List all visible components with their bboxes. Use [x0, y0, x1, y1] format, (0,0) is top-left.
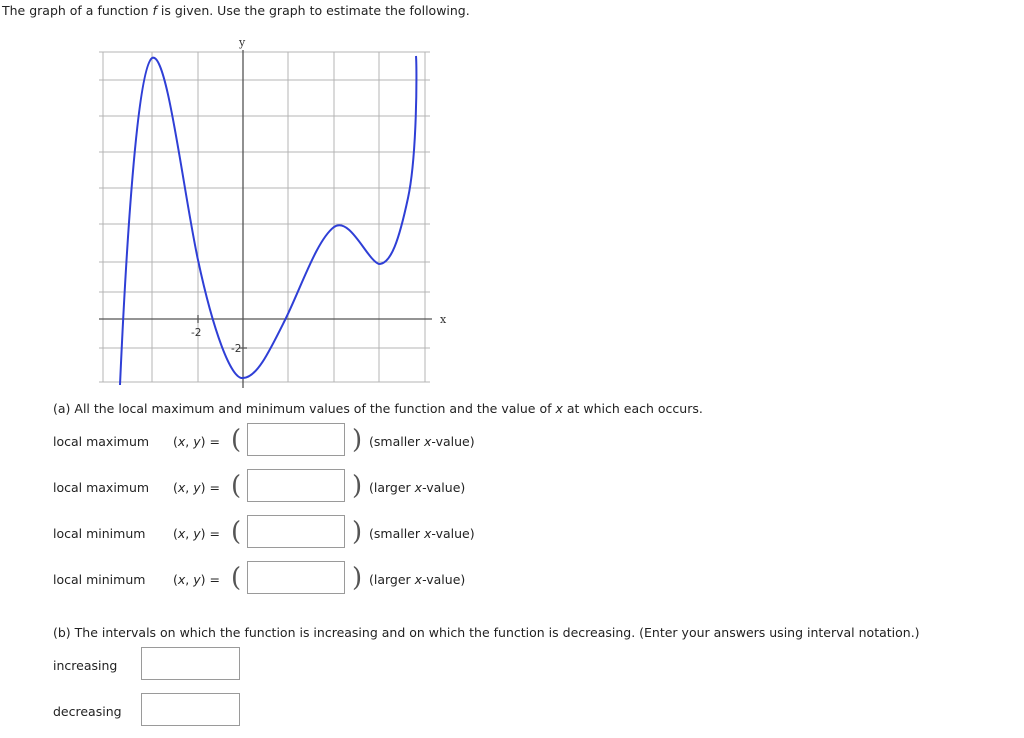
decreasing-label: decreasing: [53, 704, 122, 719]
close-paren: ): [352, 517, 363, 547]
graph-grid: [99, 52, 430, 382]
row-label-local-max-1: local maximum: [53, 434, 150, 449]
x-axis-label: x: [440, 313, 447, 326]
y-tick-label: -2: [231, 343, 242, 355]
row-hint: (larger x-value): [369, 480, 466, 495]
local-max-larger-input[interactable]: [247, 469, 345, 502]
close-paren: ): [352, 471, 363, 501]
row-hint: (smaller x-value): [369, 526, 475, 541]
row-label-local-min-1: local minimum: [53, 526, 146, 541]
local-min-smaller-input[interactable]: [247, 515, 345, 548]
local-max-smaller-input[interactable]: [247, 423, 345, 456]
open-paren: (: [231, 471, 242, 501]
problem-prompt: The graph of a function f is given. Use the graph to estimate the following.: [2, 3, 470, 18]
row-hint: (smaller x-value): [369, 434, 475, 449]
close-paren: ): [352, 563, 363, 593]
x-tick-label: -2: [191, 327, 202, 339]
y-axis-label: y: [239, 36, 246, 49]
coord-label: (x, y) =: [173, 572, 220, 587]
close-paren: ): [352, 425, 363, 455]
row-label-local-max-2: local maximum: [53, 480, 150, 495]
row-label-local-min-2: local minimum: [53, 572, 146, 587]
part-a-prompt: (a) All the local maximum and minimum values of the function and the value of x at which each occurs.: [53, 401, 703, 416]
increasing-label: increasing: [53, 658, 118, 673]
row-hint: (larger x-value): [369, 572, 466, 587]
open-paren: (: [231, 425, 242, 455]
function-curve: [120, 56, 416, 385]
part-b-prompt: (b) The intervals on which the function is increasing and on which the function is decreasing. (Enter your answers using interval notation.): [53, 625, 920, 640]
increasing-input[interactable]: [141, 647, 240, 680]
open-paren: (: [231, 563, 242, 593]
coord-label: (x, y) =: [173, 480, 220, 495]
coord-label: (x, y) =: [173, 434, 220, 449]
coord-label: (x, y) =: [173, 526, 220, 541]
local-min-larger-input[interactable]: [247, 561, 345, 594]
function-graph: [95, 30, 445, 390]
open-paren: (: [231, 517, 242, 547]
decreasing-input[interactable]: [141, 693, 240, 726]
